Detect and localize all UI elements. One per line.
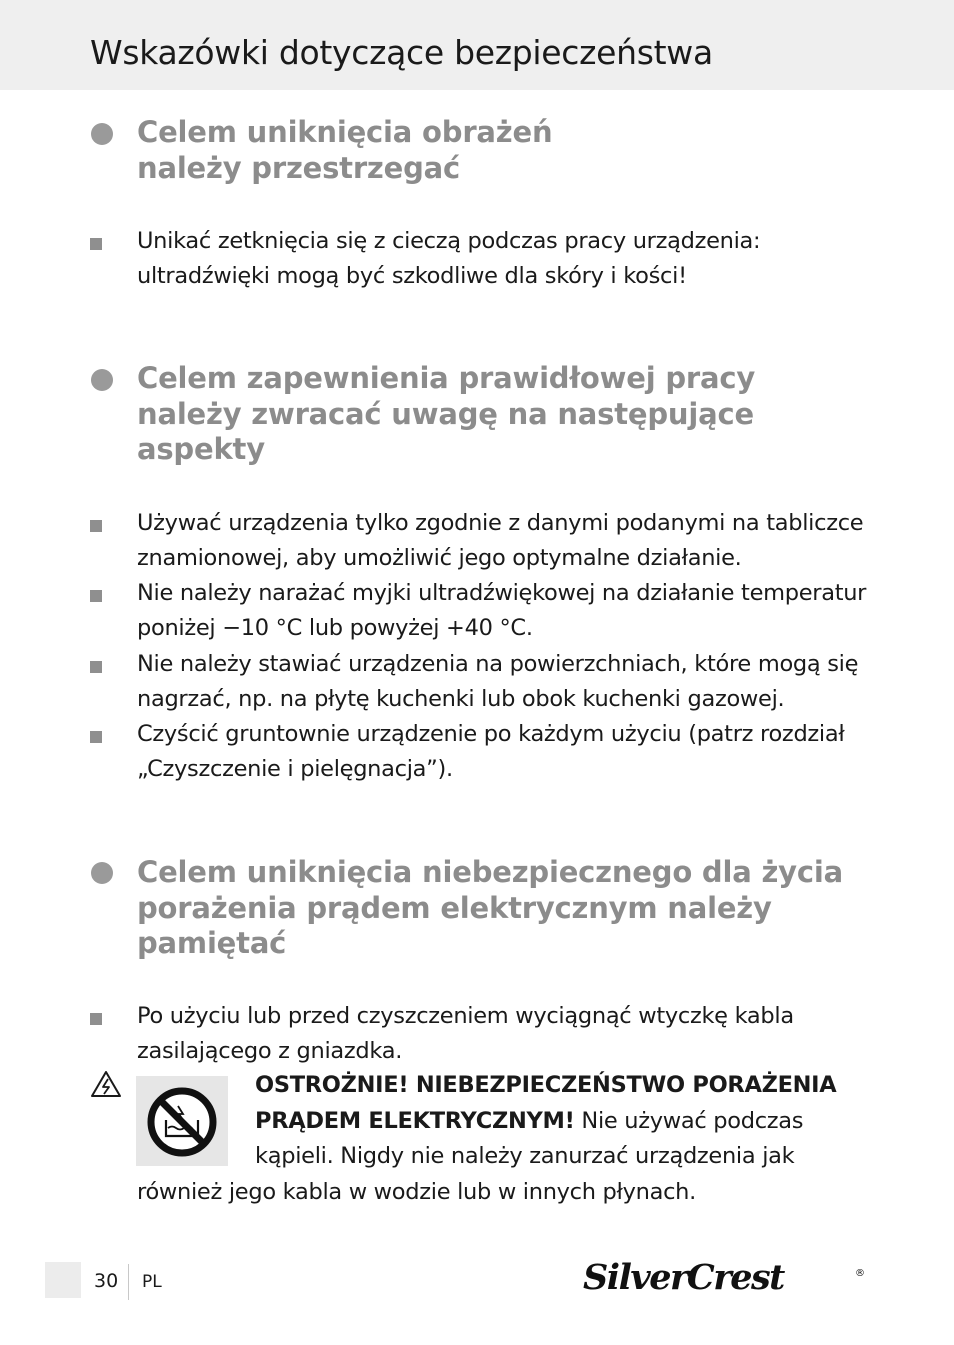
section-heading: Celem uniknięcia niebezpiecznego dla życia porażenia prądem elektrycznym należy pamiętać [137, 855, 843, 960]
warning-image-spacer [137, 1068, 255, 1172]
section-heading: Celem uniknięcia obrażeń należy przestrzegać [137, 115, 553, 185]
footer-divider [128, 1264, 129, 1300]
brand-logo: SilverCrest [583, 1257, 784, 1298]
footer-marker [45, 1262, 81, 1298]
section-bullet [91, 369, 113, 391]
list-item: Unikać zetknięcia się z cieczą podczas pracy urządzenia: ultradźwięki mogą być szkodliwe dla skóry i kości! [137, 228, 761, 289]
list-bullet [90, 590, 102, 602]
warning-triangle-icon [90, 1070, 122, 1098]
section-bullet [91, 123, 113, 145]
warning-body: Nie używać podczas kąpieli. Nigdy nie należy zanurzać urządzenia jak również jego kabla w wodzie lub w innych płynach. [137, 1107, 804, 1205]
list-item: Czyścić gruntownie urządzenie po każdym użyciu (patrz rozdział „Czyszczenie i pielęgnacja”). [137, 721, 845, 782]
list-item: Po użyciu lub przed czyszczeniem wyciągnąć wtyczkę kabla zasilającego z gniazdka. [137, 1003, 794, 1064]
list-bullet [90, 661, 102, 673]
list-bullet [90, 238, 102, 250]
registered-mark: ® [855, 1268, 865, 1279]
list-item: Nie należy narażać myjki ultradźwiękowej na działanie temperatur poniżej −10 °C lub powyżej +40 °C. [137, 580, 867, 641]
language-code: PL [142, 1272, 162, 1292]
warning-text [137, 1068, 877, 1210]
section-heading: Celem zapewnienia prawidłowej pracy należy zwracać uwagę na następujące aspekty [137, 361, 756, 466]
list-bullet [90, 520, 102, 532]
list-item: Używać urządzenia tylko zgodnie z danymi podanymi na tabliczce znamionowej, aby umożliwić jego optymalne działanie. [137, 510, 864, 571]
section-bullet [91, 862, 113, 884]
list-item: Nie należy stawiać urządzenia na powierzchniach, które mogą się nagrzać, np. na płytę kuchenki lub obok kuchenki gazowej. [137, 651, 859, 712]
page-title: Wskazówki dotyczące bezpieczeństwa [90, 33, 713, 72]
list-bullet [90, 1013, 102, 1025]
page-number: 30 [94, 1270, 119, 1292]
warning-title: OSTROŻNIE! NIEBEZPIECZEŃSTWO PORAŻENIA PRĄDEM ELEKTRYCZNYM! [255, 1072, 837, 1134]
list-bullet [90, 731, 102, 743]
